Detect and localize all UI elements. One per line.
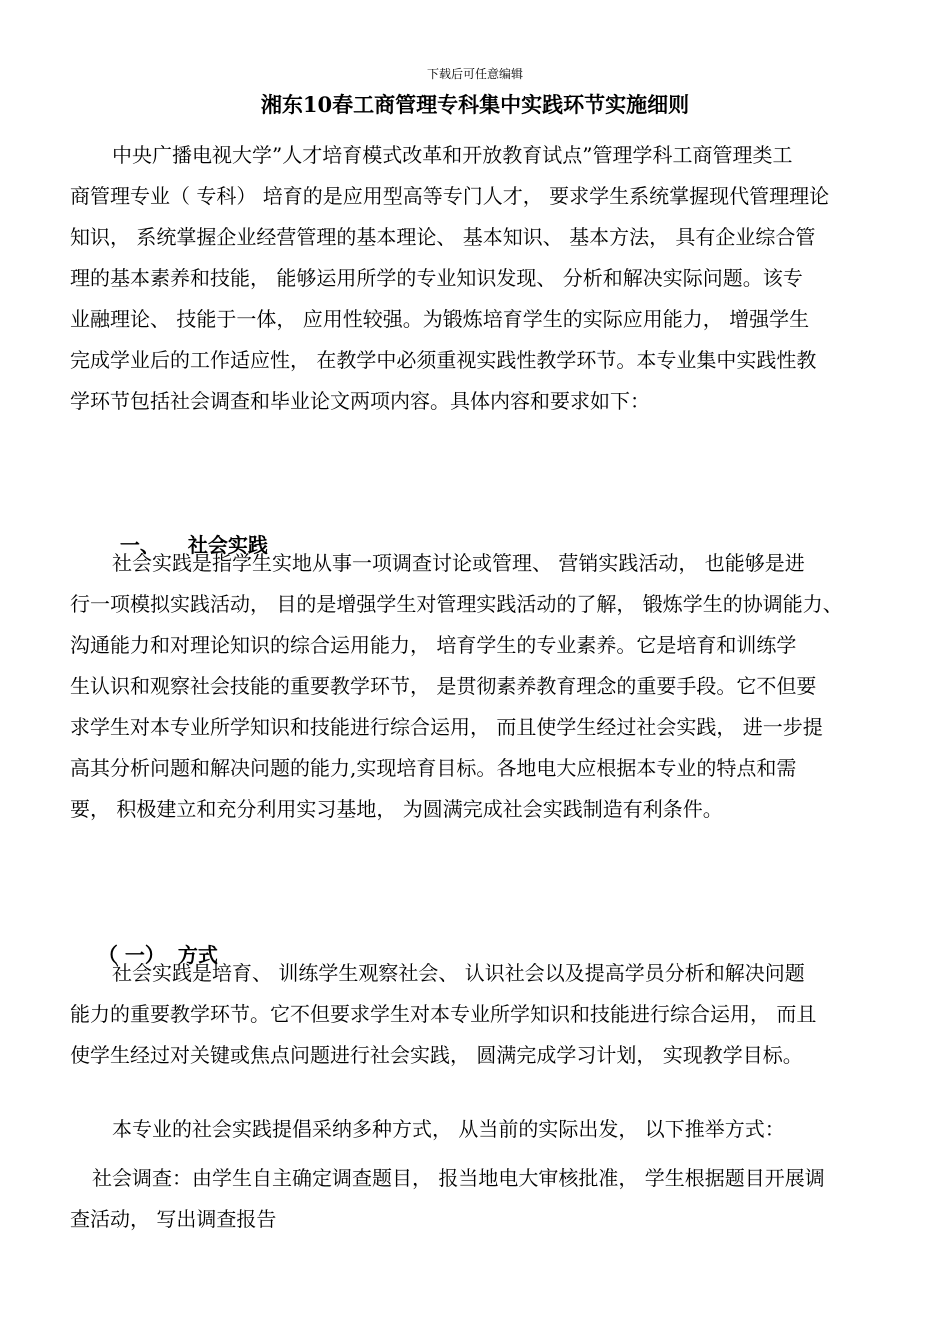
section1-paragraph xyxy=(70,543,926,830)
paragraph-line: 查活动， 写出调查报告 xyxy=(70,1207,277,1231)
survey-paragraph xyxy=(70,1158,926,1240)
paragraph-line: 知识， 系统掌握企业经营管理的基本理论、 基本知识、 基本方法， 具有企业综合管 xyxy=(70,225,816,249)
paragraph-line: 业融理论、 技能于一体， 应用性较强。为锻炼培育学生的实际应用能力， 增强学生 xyxy=(70,307,810,331)
paragraph-line: 使学生经过对关键或焦点问题进行社会实践， 圆满完成学习计划， 实现教学目标。 xyxy=(70,1043,803,1067)
paragraph-line: 本专业的社会实践提倡采纳多种方式， 从当前的实际出发， 以下推举方式： xyxy=(112,1117,785,1141)
paragraph-line: 完成学业后的工作适应性， 在教学中必须重视实践性教学环节。本专业集中实践性教 xyxy=(70,348,817,372)
paragraph-line: 社会调查：由学生自主确定调查题目， 报当地电大审核批准， 学生根据题目开展调 xyxy=(92,1166,825,1190)
paragraph-line: 求学生对本专业所学知识和技能进行综合运用， 而且使学生经过社会实践， 进一步提 xyxy=(70,715,823,739)
intro-paragraph xyxy=(70,135,926,422)
subsection-title-text: 方式 xyxy=(177,943,218,967)
header-note: 下载后可任意编辑 xyxy=(426,67,523,81)
paragraph-line: 理的基本素养和技能， 能够运用所学的专业知识发现、 分析和解决实际问题。该专 xyxy=(70,266,803,290)
paragraph-line: 能力的重要教学环节。它不但要求学生对本专业所学知识和技能进行综合运用， 而且 xyxy=(70,1002,817,1026)
paragraph-line: 社会实践是指学生实地从事一项调查讨论或管理、 营销实践活动， 也能够是进 xyxy=(112,551,805,575)
paragraph-line: 商管理专业（ 专科） 培育的是应用型高等专门人才， 要求学生系统掌握现代管理理论 xyxy=(70,184,830,208)
paragraph-line: 学环节包括社会调查和毕业论文两项内容。具体内容和要求如下： xyxy=(70,389,650,413)
subsection1-paragraph xyxy=(70,953,926,1076)
methods-paragraph xyxy=(70,1109,926,1150)
paragraph-line: 高其分析问题和解决问题的能力,实现培育目标。各地电大应根据本专业的特点和需 xyxy=(70,756,797,780)
paragraph-line: 社会实践是培育、 训练学生观察社会、 认识社会以及提高学员分析和解决问题 xyxy=(112,961,805,985)
paragraph-line: 行一项模拟实践活动， 目的是增强学生对管理实践活动的了解， 锻炼学生的协调能力、 xyxy=(70,592,843,616)
subsection-number-text: （ 一） xyxy=(97,943,165,967)
paragraph-line: 生认识和观察社会技能的重要教学环节， 是贯彻素养教育理念的重要手段。它不但要 xyxy=(70,674,817,698)
paragraph-line: 沟通能力和对理论知识的综合运用能力， 培育学生的专业素养。它是培育和训练学 xyxy=(70,633,797,657)
paragraph-line: 要， 积极建立和充分利用实习基地， 为圆满完成社会实践制造有利条件。 xyxy=(70,797,723,821)
paragraph-line: 中央广播电视大学”人才培育模式改革和开放教育试点”管理学科工商管理类工 xyxy=(112,143,793,167)
section-number: 一、 xyxy=(119,533,160,557)
document-title: 湘东10春工商管理专科集中实践环节实施细则 xyxy=(260,92,690,117)
section-title-text: 社会实践 xyxy=(187,533,268,557)
